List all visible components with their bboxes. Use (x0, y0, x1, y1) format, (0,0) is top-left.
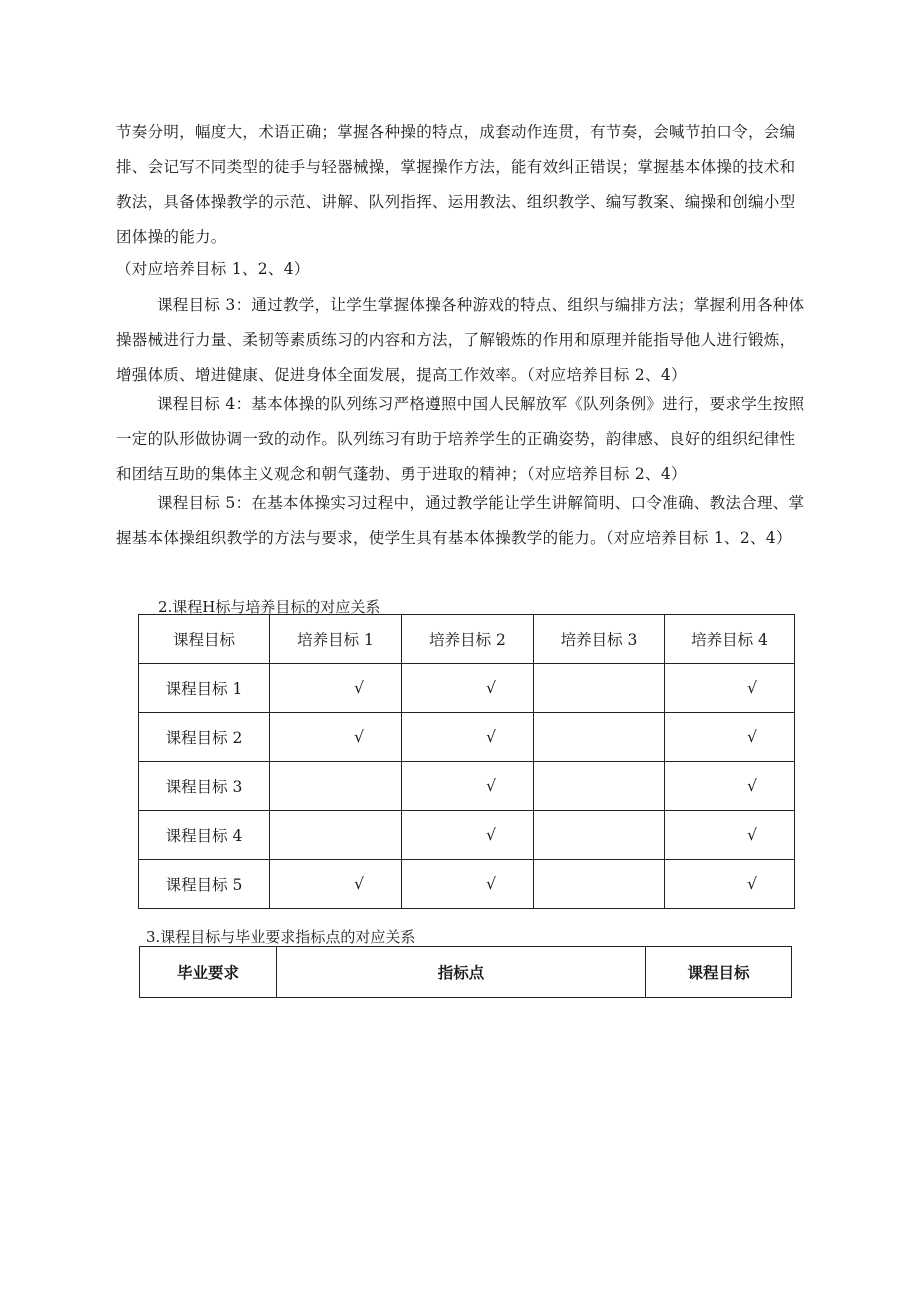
check-mark-cell: √ (402, 713, 534, 762)
table-header-cell: 课程目标 (139, 615, 270, 664)
paragraph-course-goal-3: 课程目标 3：通过教学，让学生掌握体操各种游戏的特点、组织与编排方法；掌握利用各种体操器械进行力量、柔韧等素质练习的内容和方法，了解锻炼的作用和原理并能指导他人进行锻炼，增强体质、增进健康、促进身体全面发展，提高工作效率。（对应培养目标 2、4） (116, 296, 805, 384)
course-goal-mapping-table (138, 614, 795, 909)
table-header-cell: 培养目标 3 (534, 615, 665, 664)
table-header-cell: 培养目标 4 (665, 615, 795, 664)
check-mark-cell: √ (665, 664, 795, 713)
check-mark-cell (534, 762, 665, 811)
table-row (139, 811, 795, 860)
check-mark-cell: √ (270, 664, 402, 713)
paragraph-course-goal-4: 课程目标 4：基本体操的队列练习严格遵照中国人民解放军《队列条例》进行，要求学生按照一定的队形做协调一致的动作。队列练习有助于培养学生的正确姿势，韵律感、良好的组织纪律性和团结互助的集体主义观念和朝气蓬勃、勇于进取的精神；（对应培养目标 2、4） (116, 395, 805, 483)
table-header-cell: 毕业要求 (140, 947, 277, 998)
check-mark-cell: √ (665, 811, 795, 860)
paragraph-course-goal-2-continued: 节奏分明，幅度大，术语正确；掌握各种操的特点，成套动作连贯，有节奏，会喊节拍口令，会编排、会记写不同类型的徒手与轻器械操，掌握操作方法，能有效纠正错误；掌握基本体操的技术和教法，具备体操教学的示范、讲解、队列指挥、运用教法、组织教学、编写教案、编操和创编小型团体操的能力。 (116, 123, 796, 246)
check-mark-cell: √ (665, 762, 795, 811)
check-mark-cell: √ (402, 811, 534, 860)
table-header-cell: 指标点 (277, 947, 646, 998)
check-mark-cell: √ (270, 713, 402, 762)
row-label-cell: 课程目标 5 (139, 860, 270, 909)
check-mark-cell (534, 713, 665, 762)
check-mark-cell: √ (402, 860, 534, 909)
row-label-cell: 课程目标 3 (139, 762, 270, 811)
check-mark-cell (534, 860, 665, 909)
row-label-cell: 课程目标 4 (139, 811, 270, 860)
table-header-cell: 课程目标 (646, 947, 792, 998)
check-mark-cell: √ (402, 762, 534, 811)
row-label-cell: 课程目标 1 (139, 664, 270, 713)
check-mark-cell (534, 664, 665, 713)
check-mark-cell: √ (402, 664, 534, 713)
check-mark-cell (270, 811, 402, 860)
graduation-requirement-table (139, 946, 792, 998)
paragraph-goal-mapping-note: （对应培养目标 1、2、4） (116, 260, 310, 278)
check-mark-cell (534, 811, 665, 860)
check-mark-cell (270, 762, 402, 811)
check-mark-cell: √ (665, 713, 795, 762)
table-header-row (140, 947, 792, 998)
table1-caption: 2.课程H标与培养目标的对应关系 (158, 598, 381, 616)
table-row (139, 860, 795, 909)
paragraph-course-goal-5: 课程目标 5：在基本体操实习过程中，通过教学能让学生讲解简明、口令准确、教法合理、掌握基本体操组织教学的方法与要求，使学生具有基本体操教学的能力。（对应培养目标 1、2、4） (116, 494, 805, 547)
table-row (139, 713, 795, 762)
table-header-cell: 培养目标 1 (270, 615, 402, 664)
check-mark-cell: √ (665, 860, 795, 909)
check-mark-cell: √ (270, 860, 402, 909)
row-label-cell: 课程目标 2 (139, 713, 270, 762)
table-header-cell: 培养目标 2 (402, 615, 534, 664)
table-header-row (139, 615, 795, 664)
table-row (139, 664, 795, 713)
table2-caption: 3.课程目标与毕业要求指标点的对应关系 (146, 928, 416, 946)
table-row (139, 762, 795, 811)
